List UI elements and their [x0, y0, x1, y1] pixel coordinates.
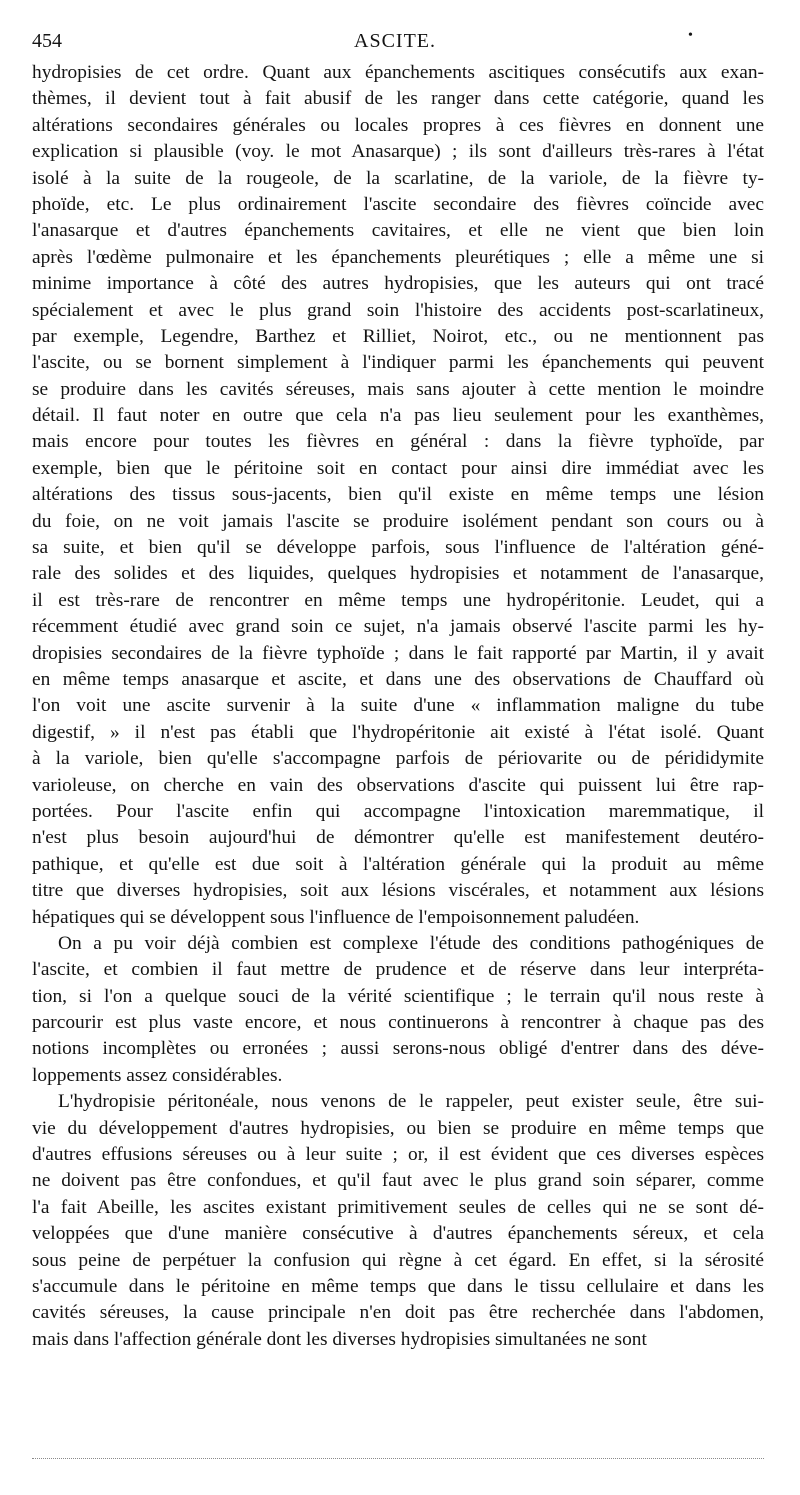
- bottom-dotted-rule: [32, 1458, 764, 1459]
- text-line: exemple, bien que le péritoine soit en contact pour ainsi dire immédiat avec les: [32, 457, 764, 479]
- text-line: l'anasarque et d'autres épanchements cavitaires, et elle ne vient que bien loin: [32, 220, 764, 242]
- text-line: hépatiques qui se développent sous l'influence de l'empoisonnement paludéen.: [32, 906, 640, 928]
- printer-mark: •: [688, 28, 693, 43]
- text-line: hydropisies de cet ordre. Quant aux épanchements ascitiques consécutifs aux exan-: [32, 62, 764, 83]
- text-line: veloppées que d'une manière consécutive à d'autres épanchements séreux, et cela: [32, 1223, 764, 1245]
- text-line: du foie, on ne voit jamais l'ascite se produire isolément pendant son cours ou à: [32, 510, 764, 532]
- text-line: rale des solides et des liquides, quelques hydropisies et notamment de l'anasarque,: [32, 563, 764, 585]
- text-line: cavités séreuses, la cause principale n'en doit pas être recherchée dans l'abdomen,: [32, 1302, 764, 1324]
- text-line: d'autres effusions séreuses ou à leur suite ; or, il est évident que ces diverses espèces: [32, 1144, 764, 1166]
- text-line: L'hydropisie péritonéale, nous venons de le rappeler, peut exister seule, être sui-: [58, 1091, 764, 1113]
- text-line: en même temps anasarque et ascite, et dans une des observations de Chauffard où: [32, 668, 764, 690]
- text-line: l'ascite, et combien il faut mettre de prudence et de réserve dans leur interpréta-: [32, 959, 764, 981]
- text-line: altérations secondaires générales ou locales propres à ces fièvres en donnent une: [32, 114, 764, 136]
- page-number: 454: [32, 30, 62, 52]
- text-line: par exemple, Legendre, Barthez et Rilliet, Noirot, etc., ou ne mentionnent pas: [32, 325, 764, 347]
- text-line: l'a fait Abeille, les ascites existant primitivement seules de celles qui ne se sont dé-: [32, 1196, 764, 1218]
- text-line: altérations des tissus sous-jacents, bien qu'il existe en même temps une lésion: [32, 484, 764, 506]
- body-text: [32, 60, 764, 1353]
- text-line: notions incomplètes ou erronées ; aussi serons-nous obligé d'entrer dans des déve-: [32, 1038, 764, 1060]
- text-line: loppements assez considérables.: [32, 1064, 283, 1086]
- text-line: varioleuse, on cherche en vain des observations d'ascite qui puissent lui être rap-: [32, 774, 764, 796]
- text-line: n'est plus besoin aujourd'hui de démontrer qu'elle est manifestement deutéro-: [32, 827, 764, 849]
- text-line: digestif, » il n'est pas établi que l'hydropéritonie ait existé à l'état isolé. Quant: [32, 721, 764, 743]
- text-line: mais encore pour toutes les fièvres en général : dans la fièvre typhoïde, par: [32, 431, 764, 453]
- text-line: minime importance à côté des autres hydropisies, que les auteurs qui ont tracé: [32, 273, 764, 295]
- text-line: il est très-rare de rencontrer en même temps une hydropéritonie. Leudet, qui a: [32, 589, 764, 611]
- text-line: récemment étudié avec grand soin ce sujet, n'a jamais observé l'ascite parmi les hy-: [32, 616, 764, 638]
- text-line: explication si plausible (voy. le mot Anasarque) ; ils sont d'ailleurs très-rares à l'état: [32, 141, 764, 163]
- running-head: [32, 30, 764, 60]
- text-line: après l'œdème pulmonaire et les épanchements pleurétiques ; elle a même une si: [32, 246, 764, 268]
- text-line: sa suite, et bien qu'il se développe parfois, sous l'influence de l'altération géné-: [32, 537, 764, 559]
- text-line: thèmes, il devient tout à fait abusif de les ranger dans cette catégorie, quand les: [32, 88, 764, 110]
- text-line: titre que diverses hydropisies, soit aux lésions viscérales, et notamment aux lésions: [32, 880, 764, 902]
- text-line: dropisies secondaires de la fièvre typhoïde ; dans le fait rapporté par Martin, il y avait: [32, 642, 764, 664]
- text-line: pathique, et qu'elle est due soit à l'altération générale qui la produit au même: [32, 853, 764, 875]
- text-line: sous peine de perpétuer la confusion qui règne à cet égard. En effet, si la sérosité: [32, 1249, 764, 1271]
- text-line: vie du développement d'autres hydropisies, ou bien se produire en même temps que: [32, 1117, 764, 1139]
- text-line: On a pu voir déjà combien est complexe l'étude des conditions pathogéniques de: [58, 932, 764, 954]
- running-title: ASCITE.: [354, 30, 436, 52]
- text-line: spécialement et avec le plus grand soin l'histoire des accidents post-scarlatineux,: [32, 299, 764, 321]
- text-line: à la variole, bien qu'elle s'accompagne parfois de périovarite ou de pérididymite: [32, 748, 764, 770]
- text-line: s'accumule dans le péritoine en même temps que dans le tissu cellulaire et dans les: [32, 1275, 764, 1297]
- text-line: isolé à la suite de la rougeole, de la scarlatine, de la variole, de la fièvre ty-: [32, 167, 764, 189]
- text-line: l'on voit une ascite survenir à la suite d'une « inflammation maligne du tube: [32, 695, 764, 717]
- text-line: tion, si l'on a quelque souci de la vérité scientifique ; le terrain qu'il nous reste à: [32, 985, 764, 1007]
- text-line: parcourir est plus vaste encore, et nous continuerons à rencontrer à chaque pas des: [32, 1012, 764, 1034]
- text-line: portées. Pour l'ascite enfin qui accompagne l'intoxication maremmatique, il: [32, 800, 764, 822]
- text-line: phoïde, etc. Le plus ordinairement l'ascite secondaire des fièvres coïncide avec: [32, 193, 764, 215]
- text-line: détail. Il faut noter en outre que cela n'a pas lieu seulement pour les exanthèmes,: [32, 405, 764, 427]
- text-line: mais dans l'affection générale dont les diverses hydropisies simultanées ne sont: [32, 1328, 647, 1350]
- text-line: l'ascite, ou se bornent simplement à l'indiquer parmi les épanchements qui peuvent: [32, 352, 764, 374]
- text-line: ne doivent pas être confondues, et qu'il faut avec le plus grand soin séparer, comme: [32, 1170, 764, 1192]
- text-line: se produire dans les cavités séreuses, mais sans ajouter à cette mention le moindre: [32, 378, 764, 400]
